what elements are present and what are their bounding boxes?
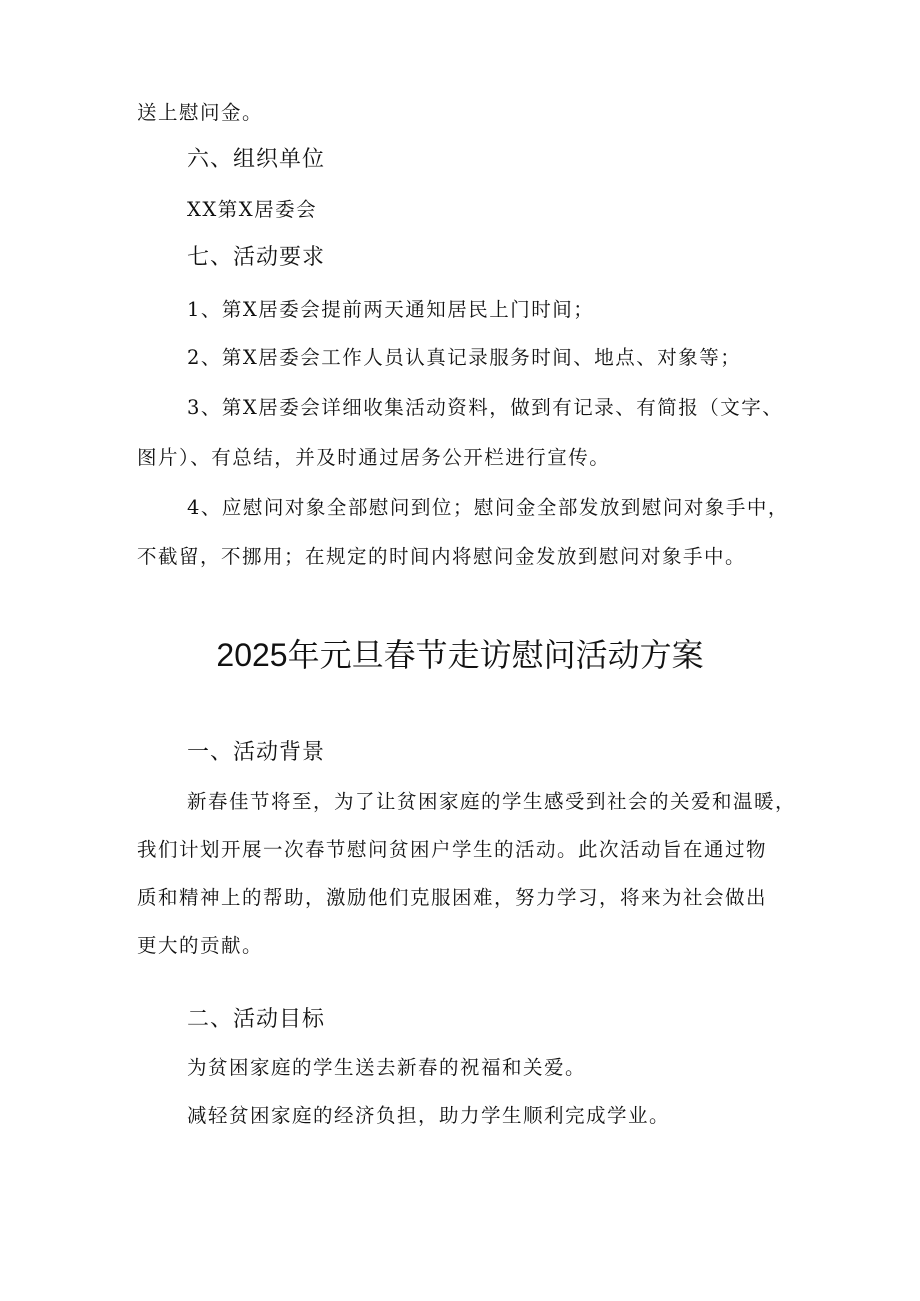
heading-background: 一、活动背景	[187, 740, 326, 765]
heading-organizer: 六、组织单位	[187, 147, 326, 172]
continuation-text: 送上慰问金。	[137, 101, 264, 124]
heading-requirements: 七、活动要求	[187, 245, 326, 270]
goal-1: 为贫困家庭的学生送去新春的祝福和关爱。	[187, 1056, 587, 1079]
requirement-2: 2、第X居委会工作人员认真记录服务时间、地点、对象等；	[187, 346, 742, 369]
background-line-3: 质和精神上的帮助，激励他们克服困难，努力学习，将来为社会做出	[137, 886, 768, 909]
goal-2: 减轻贫困家庭的经济负担，助力学生顺利完成学业。	[187, 1104, 671, 1127]
heading-goals: 二、活动目标	[187, 1007, 326, 1032]
requirement-3-cont: 图片）、有总结，并及时通过居务公开栏进行宣传。	[137, 446, 611, 469]
requirement-4: 4、应慰问对象全部慰问到位；慰问金全部发放到慰问对象手中，	[187, 496, 789, 519]
organizer-text: XX第X居委会	[187, 198, 318, 221]
requirement-4-cont: 不截留，不挪用；在规定的时间内将慰问金发放到慰问对象手中。	[137, 545, 747, 568]
requirement-3: 3、第X居委会详细收集活动资料，做到有记录、有简报（文字、	[187, 396, 784, 419]
document-title: 2025年元旦春节走访慰问活动方案	[216, 637, 704, 673]
background-line-2: 我们计划开展一次春节慰问贫困户学生的活动。此次活动旨在通过物	[137, 838, 768, 861]
background-line-4: 更大的贡献。	[137, 934, 264, 957]
background-line-1: 新春佳节将至，为了让贫困家庭的学生感受到社会的关爱和温暖，	[187, 790, 797, 813]
requirement-1: 1、第X居委会提前两天通知居民上门时间；	[187, 298, 595, 321]
